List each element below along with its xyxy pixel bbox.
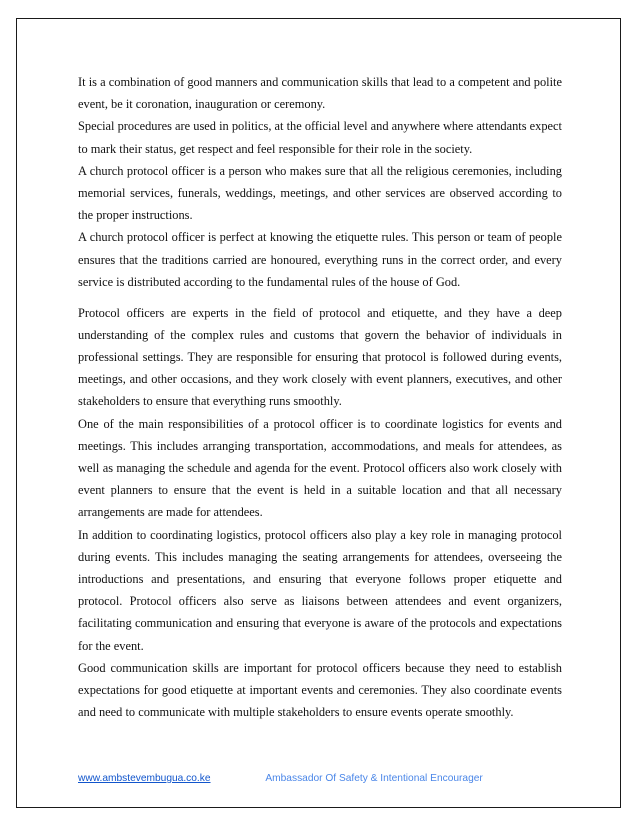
intro-line-2: Special procedures are used in politics, at the official level and anywhere where attendants expect to mark their status, get respect and feel responsible for their role in the society. (78, 119, 562, 156)
paragraph-protocol-officers: Protocol officers are experts in the field of protocol and etiquette, and they have a deep understanding of the complex rules and customs that govern the behavior of individuals in professional settings. They are responsible for ensuring that protocol is followed during events, meetings, and other occasions, and they work closely with event planners, executives, and other stakeholders to ensure that everything runs smoothly. (78, 305, 562, 409)
intro-line-1: It is a combination of good manners and communication skills that lead to a competent and polite event, be it coronation, inauguration or ceremony. (78, 75, 562, 112)
paragraph-managing-protocol: In addition to coordinating logistics, protocol officers also play a key role in managing protocol during events. This includes managing the seating arrangements for attendees, overseeing the introductions and presentations, and ensuring that everyone follows proper etiquette and protocol. Protocol officers also serve as liaisons between attendees and event organizers, facilitating communication and ensuring that everyone is aware of the protocols and expectations for the event. (78, 527, 562, 653)
footer-website-link[interactable]: www.ambstevembugua.co.ke (78, 773, 211, 784)
footer-tagline: Ambassador Of Safety & Intentional Encourager (265, 773, 483, 784)
intro-line-4: A church protocol officer is perfect at knowing the etiquette rules. This person or team of people ensures that the traditions carried are honoured, everything runs in the correct order, and every service is distributed according to the fundamental rules of the house of God. (78, 230, 562, 289)
paragraph-logistics: One of the main responsibilities of a protocol officer is to coordinate logistics for events and meetings. This includes arranging transportation, accommodations, and meals for attendees, as well as managing the schedule and agenda for the event. Protocol officers also work closely with event planners to ensure that the event is held in a suitable location and that all necessary arrangements are made for attendees. (78, 416, 562, 520)
page-footer (78, 772, 562, 786)
document-body (78, 71, 562, 723)
intro-block (78, 71, 562, 293)
intro-line-3: A church protocol officer is a person who makes sure that all the religious ceremonies, including memorial services, funerals, weddings, meetings, and other services are observed according to the proper instructions. (78, 163, 562, 223)
paragraph-communication: Good communication skills are important for protocol officers because they need to establish expectations for good etiquette at important events and ceremonies. They also coordinate events and need to communicate with multiple stakeholders to ensure events operate smoothly. (78, 660, 562, 720)
